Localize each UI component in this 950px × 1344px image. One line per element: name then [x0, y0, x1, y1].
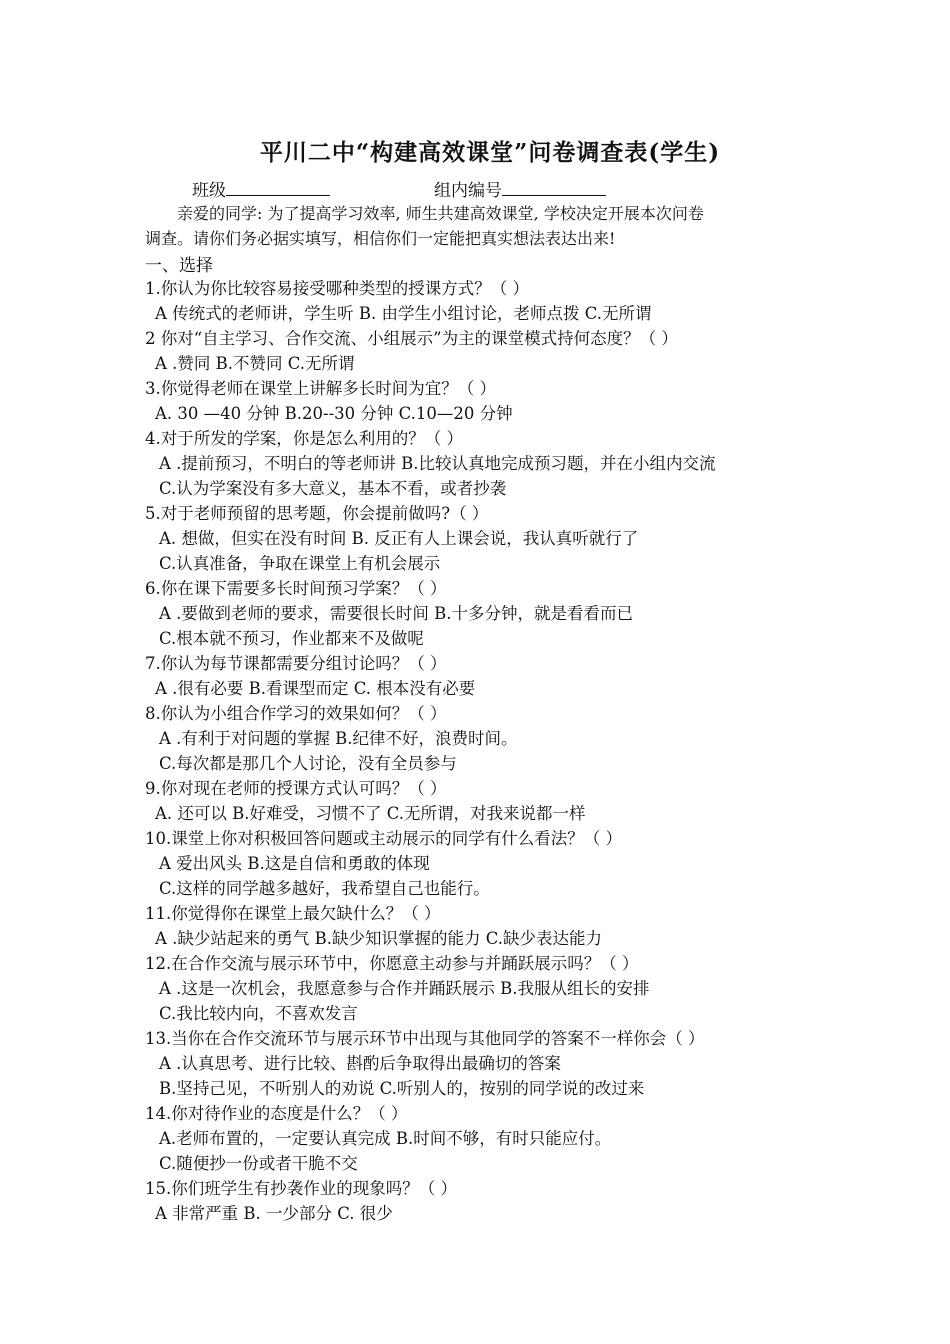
- question-text: 14.你对待作业的态度是什么？（ ）: [145, 1104, 408, 1123]
- question-options[interactable]: A .这是一次机会，我愿意参与合作并踊跃展示 B.我服从组长的安排: [159, 979, 650, 998]
- question-options[interactable]: A. 还可以 B.好难受，习惯不了 C.无所谓，对我来说都一样: [155, 804, 586, 823]
- question-options[interactable]: A .提前预习，不明白的等老师讲 B.比较认真地完成预习题，并在小组内交流: [159, 454, 716, 473]
- question-text: 7.你认为每节课都需要分组讨论吗？（ ）: [145, 654, 447, 673]
- question-text: 6.你在课下需要多长时间预习学案？（ ）: [145, 579, 447, 598]
- intro-line: 调查。请你们务必据实填写，相信你们一定能把真实想法表达出来!: [145, 229, 616, 248]
- question-options[interactable]: C.认真准备，争取在课堂上有机会展示: [159, 554, 441, 573]
- question-text: 1.你认为你比较容易接受哪种类型的授课方式？（ ）: [145, 279, 529, 298]
- question-options[interactable]: C.每次都是那几个人讨论，没有全员参与: [159, 754, 457, 773]
- question-text: 5.对于老师预留的思考题，你会提前做吗?（ ）: [145, 504, 489, 523]
- question-options[interactable]: A.老师布置的，一定要认真完成 B.时间不够，有时只能应付。: [159, 1129, 612, 1148]
- class-blank[interactable]: [226, 177, 330, 196]
- intro-paragraph: [145, 201, 815, 251]
- question-options[interactable]: A 爱出风头 B.这是自信和勇敢的体现: [159, 854, 430, 873]
- question-options[interactable]: B.坚持己见，不听别人的劝说 C.听别人的，按别的同学说的改过来: [159, 1079, 645, 1098]
- question-options[interactable]: A .要做到老师的要求，需要很长时间 B.十多分钟，就是看看而已: [159, 604, 634, 623]
- question-options[interactable]: C.认为学案没有多大意义，基本不看，或者抄袭: [159, 479, 507, 498]
- question-text: 3.你觉得老师在课堂上讲解多长时间为宜？（ ）: [145, 379, 496, 398]
- question-text: 10.课堂上你对积极回答问题或主动展示的同学有什么看法？（ ）: [145, 829, 622, 848]
- class-label: 班级: [192, 181, 226, 201]
- question-options[interactable]: A 传统式的老师讲，学生听 B. 由学生小组讨论，老师点拨 C.无所谓: [155, 304, 652, 323]
- question-options[interactable]: C.我比较内向，不喜欢发言: [159, 1004, 358, 1023]
- group-number-blank[interactable]: [502, 177, 606, 196]
- question-options[interactable]: A .缺少站起来的勇气 B.缺少知识掌握的能力 C.缺少表达能力: [155, 929, 603, 948]
- question-text: 15.你们班学生有抄袭作业的现象吗？（ ）: [145, 1179, 457, 1198]
- question-text: 13.当你在合作交流环节与展示环节中出现与其他同学的答案不一样你会（ ）: [145, 1029, 705, 1048]
- question-options[interactable]: A .有利于对问题的掌握 B.纪律不好，浪费时间。: [159, 729, 518, 748]
- question-options[interactable]: C.随便抄一份或者干脆不交: [159, 1154, 358, 1173]
- question-text: 8.你认为小组合作学习的效果如何？（ ）: [145, 704, 447, 723]
- question-text: 12.在合作交流与展示环节中，你愿意主动参与并踊跃展示吗？（ ）: [145, 954, 639, 973]
- question-list: [145, 276, 845, 1226]
- question-options[interactable]: A 非常严重 B. 一少部分 C. 很少: [155, 1204, 393, 1223]
- question-options[interactable]: C.这样的同学越多越好，我希望自己也能行。: [159, 879, 490, 898]
- header-fields: [192, 176, 606, 201]
- question-options[interactable]: A .很有必要 B.看课型而定 C. 根本没有必要: [155, 679, 476, 698]
- question-options[interactable]: A. 想做，但实在没有时间 B. 反正有人上课会说，我认真听就行了: [159, 529, 639, 548]
- question-options[interactable]: A .认真思考、进行比较、斟酌后争取得出最确切的答案: [159, 1054, 561, 1073]
- question-options[interactable]: A .赞同 B.不赞同 C.无所谓: [155, 354, 355, 373]
- question-text: 4.对于所发的学案，你是怎么利用的？（ ）: [145, 429, 463, 448]
- group-label: 组内编号: [434, 181, 502, 201]
- section-heading: 一、选择: [145, 256, 213, 276]
- intro-line: 亲爱的同学: 为了提高学习效率, 师生共建高效课堂, 学校决定开展本次问卷: [177, 204, 704, 223]
- question-options[interactable]: C.根本就不预习，作业都来不及做呢: [159, 629, 424, 648]
- question-options[interactable]: A. 30 —40 分钟 B.20--30 分钟 C.10—20 分钟: [155, 404, 513, 423]
- question-text: 11.你觉得你在课堂上最欠缺什么？（ ）: [145, 904, 441, 923]
- page-title: 平川二中“构建高效课堂”问卷调查表(学生): [259, 139, 721, 166]
- question-text: 9.你对现在老师的授课方式认可吗？（ ）: [145, 779, 447, 798]
- question-text: 2 你对“自主学习、合作交流、小组展示”为主的课堂模式持何态度？（ ）: [145, 329, 678, 348]
